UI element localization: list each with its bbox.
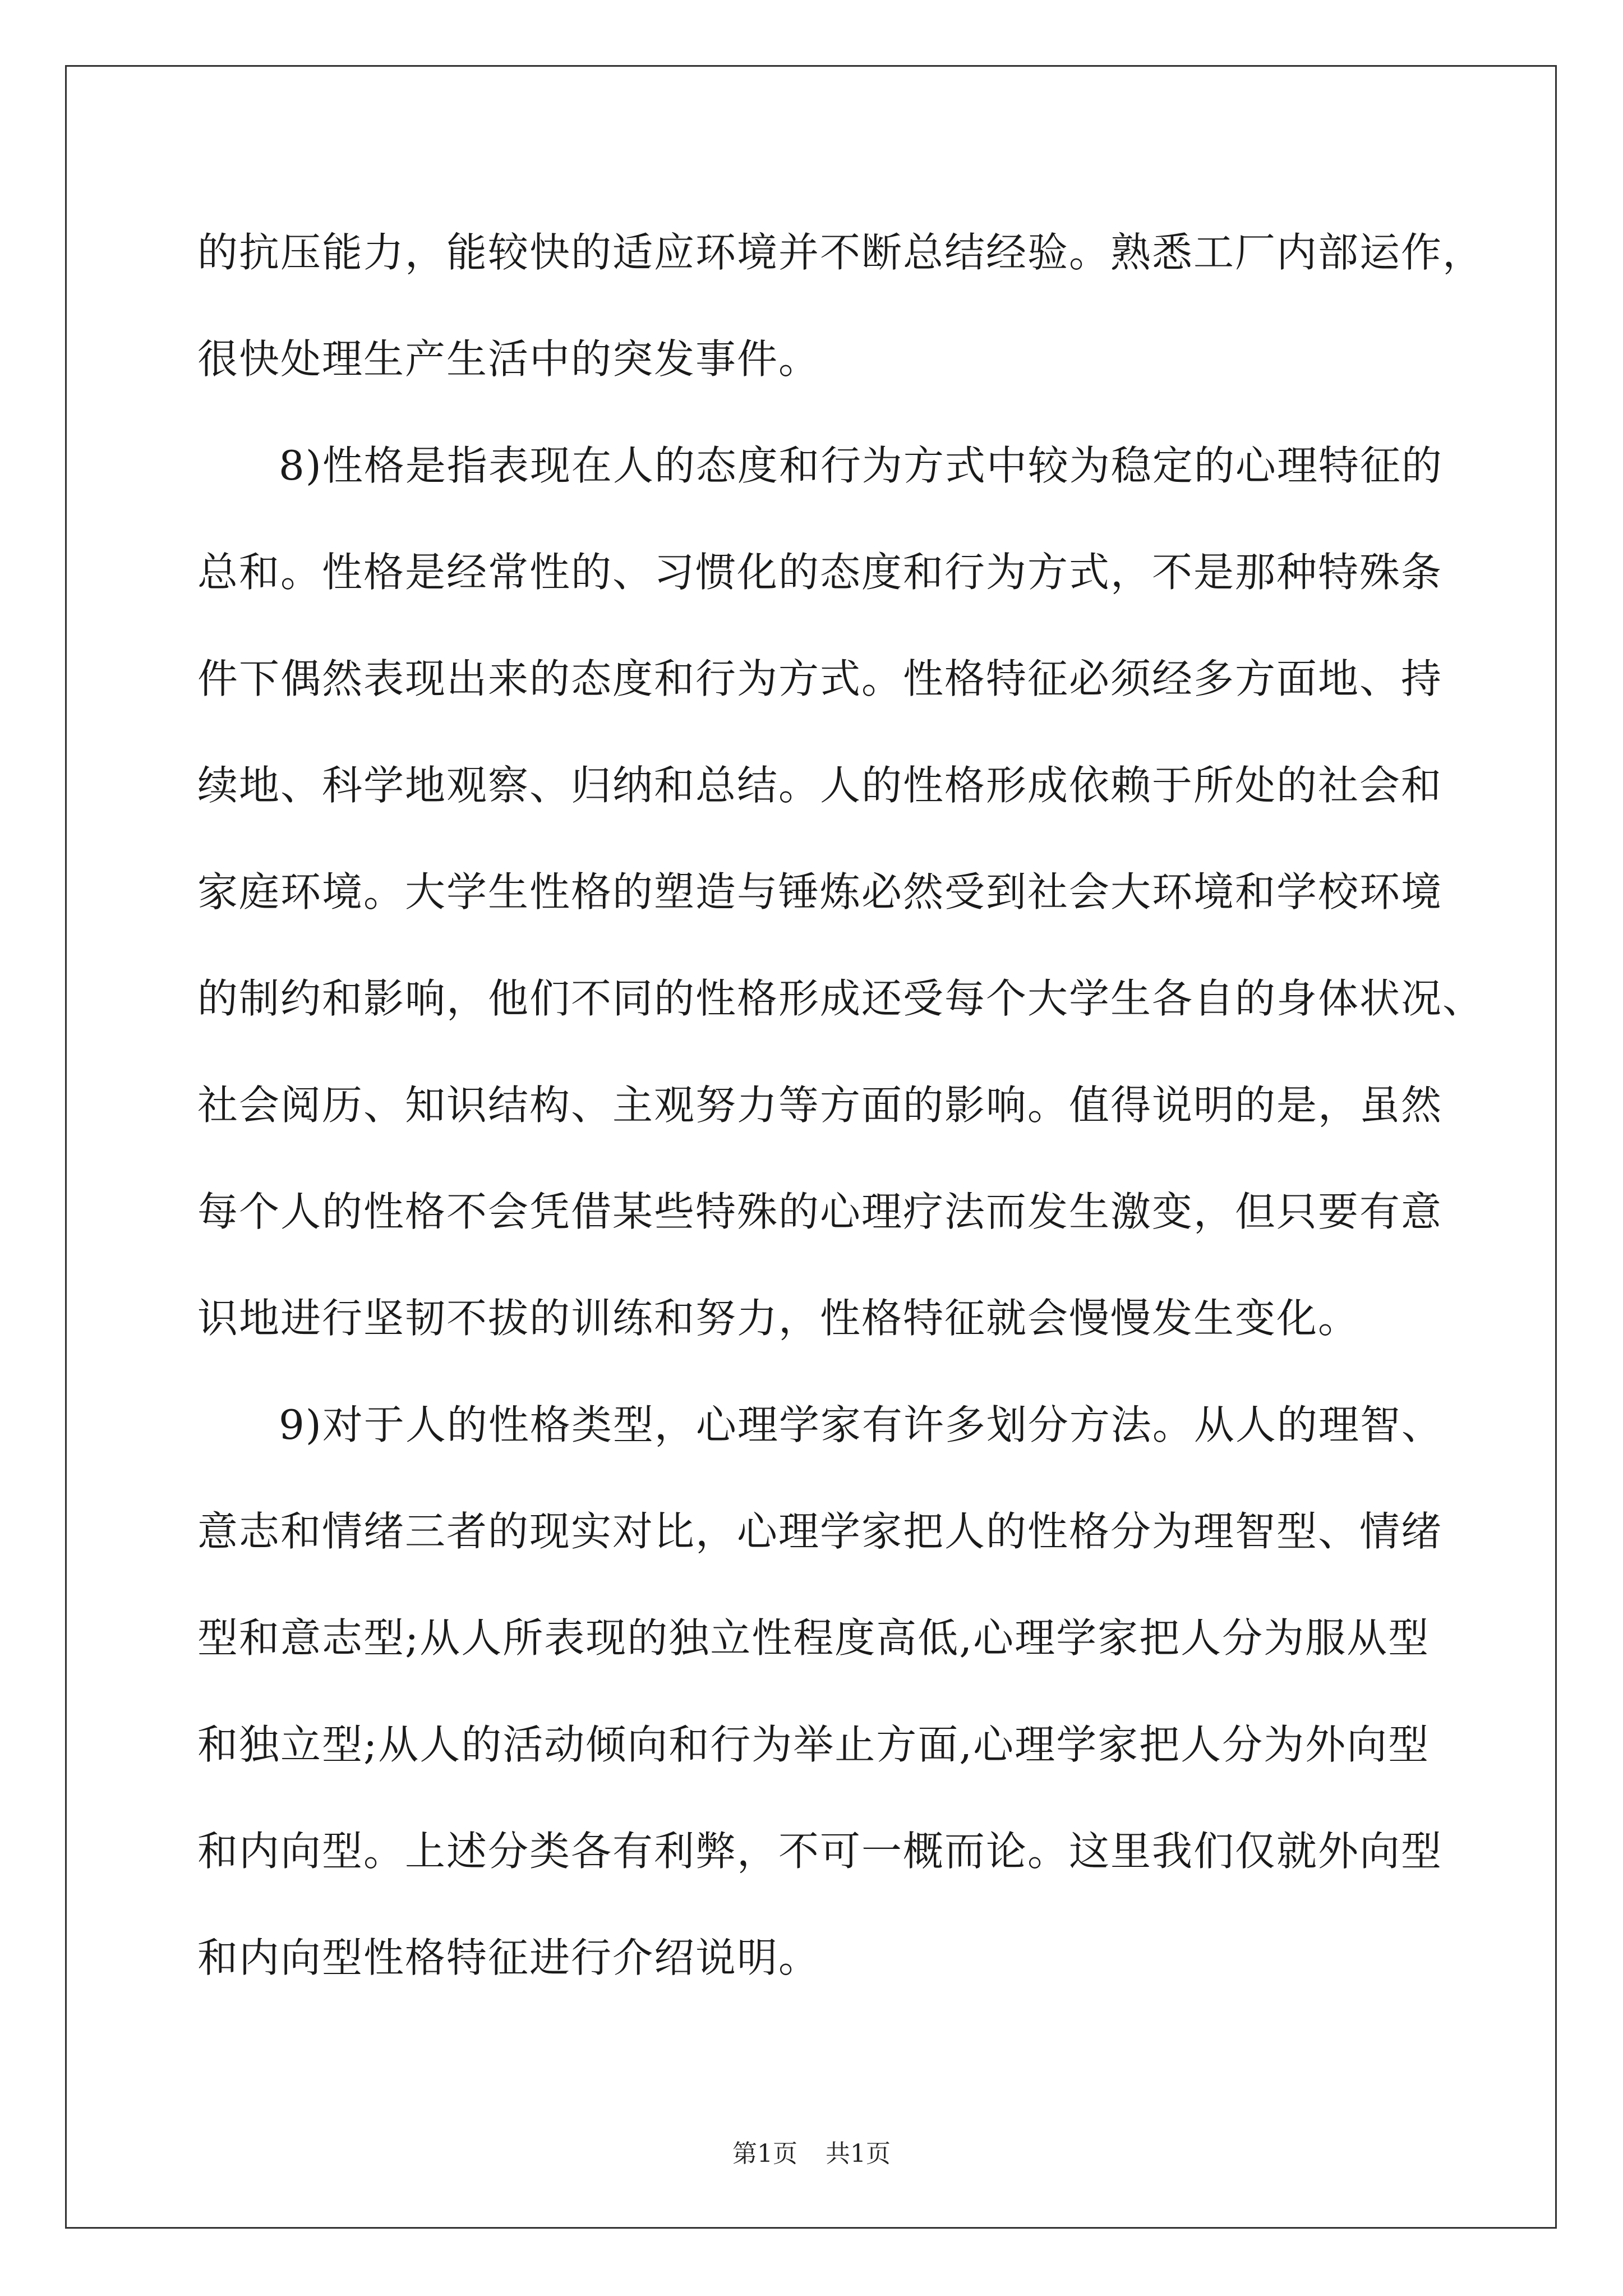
text-line: 识地进行坚韧不拔的训练和努力，性格特征就会慢慢发生变化。 [197,1295,1360,1342]
text-line: 很快处理生产生活中的突发事件。 [197,335,820,383]
page-number-total: 共1页 [826,2139,891,2168]
text-line: 型和意志型;从人所表现的独立性程度高低,心理学家把人分为服从型 [197,1614,1430,1662]
text-line: 家庭环境。大学生性格的塑造与锤炼必然受到社会大环境和学校环境 [197,868,1443,915]
page-number-current: 第1页 [732,2139,797,2168]
paragraph-start-line: 8)性格是指表现在人的态度和行为方式中较为稳定的心理特征的 [279,442,1443,489]
document-body [197,199,1484,2011]
text-line: 意志和情绪三者的现实对比，心理学家把人的性格分为理智型、情绪 [197,1508,1443,1555]
text-line: 件下偶然表现出来的态度和行为方式。性格特征必须经多方面地、持 [197,655,1443,702]
page-footer [0,2137,1623,2171]
text-line: 和内向型性格特征进行介绍说明。 [197,1934,820,1981]
paragraph-start-line: 9)对于人的性格类型，心理学家有许多划分方法。从人的理智、 [279,1401,1443,1448]
text-line: 社会阅历、知识结构、主观努力等方面的影响。值得说明的是，虽然 [197,1082,1443,1129]
text-line: 和独立型;从人的活动倾向和行为举止方面,心理学家把人分为外向型 [197,1721,1430,1768]
text-line: 的制约和影响，他们不同的性格形成还受每个大学生各自的身体状况、 [197,975,1484,1022]
text-line: 总和。性格是经常性的、习惯化的态度和行为方式，不是那种特殊条 [197,549,1443,596]
text-line: 续地、科学地观察、归纳和总结。人的性格形成依赖于所处的社会和 [197,762,1443,809]
text-line: 每个人的性格不会凭借某些特殊的心理疗法而发生激变，但只要有意 [197,1188,1443,1235]
text-line: 的抗压能力，能较快的适应环境并不断总结经验。熟悉工厂内部运作， [197,229,1484,276]
text-line: 和内向型。上述分类各有利弊，不可一概而论。这里我们仅就外向型 [197,1828,1443,1875]
